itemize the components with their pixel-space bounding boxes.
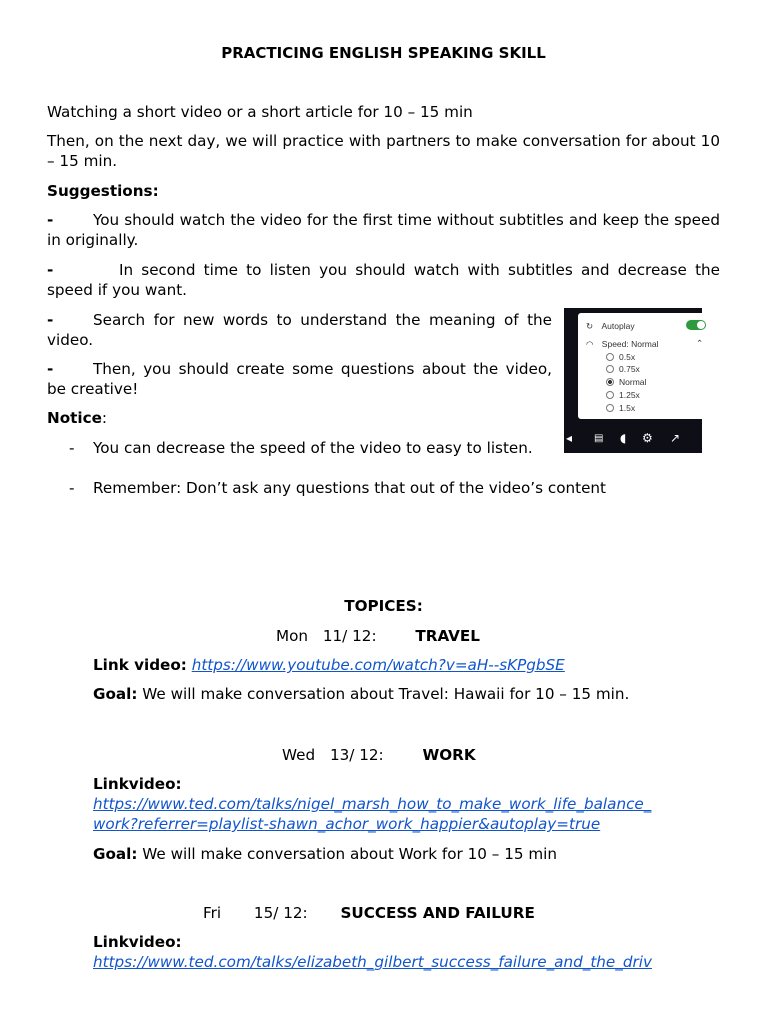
video-link[interactable]: https://www.ted.com/talks/elizabeth_gilbert_success_failure_and_the_driv — [93, 953, 652, 971]
notice-item: - You can decrease the speed of the video to easy to listen. — [69, 439, 533, 457]
volume-icon: ◂ — [566, 431, 573, 445]
topic-header: Mon 11/ 12: TRAVEL — [276, 627, 480, 645]
subtitles-icon: ▤ — [594, 433, 604, 444]
dash-marker: - — [47, 311, 54, 329]
topic-goal: Goal: We will make conversation about Travel: Hawaii for 10 – 15 min. — [93, 685, 630, 703]
bullet-marker: - — [69, 439, 75, 457]
linkvideo-label: Linkvideo: — [93, 775, 182, 793]
radio-icon — [606, 404, 614, 412]
video-link-block — [93, 952, 652, 972]
radio-icon — [606, 365, 614, 373]
gear-icon: ⚙ — [642, 431, 653, 445]
radio-icon — [606, 391, 614, 399]
suggestion-item: - Then, you should create some questions about the video, be creative! — [47, 360, 552, 398]
speed-row: ◠ Speed: Normal — [586, 339, 659, 349]
speed-option: 1.5x — [606, 403, 635, 413]
speed-icon: ◠ — [586, 339, 594, 349]
autoplay-row: ↻ Autoplay — [586, 321, 635, 331]
radio-icon — [606, 353, 614, 361]
video-link-continued[interactable]: work?referrer=playlist-shawn_achor_work_happier&autoplay=true — [93, 815, 601, 833]
autoplay-icon: ↻ — [586, 321, 594, 331]
video-link[interactable]: https://www.youtube.com/watch?v=aH--sKPgbSE — [191, 656, 565, 674]
dash-marker: - — [47, 261, 54, 279]
intro-line-1: Watching a short video or a short article for 10 – 15 min — [47, 103, 473, 121]
suggestion-item: - You should watch the video for the first time without subtitles and keep the speed in originally. — [47, 211, 720, 249]
autoplay-toggle — [686, 320, 706, 330]
fullscreen-icon: ↗ — [670, 431, 681, 445]
intro-line-2: Then, on the next day, we will practice with partners to make conversation for about 10 – 15 min. — [47, 132, 720, 170]
notice-heading: Notice: — [47, 409, 108, 427]
suggestion-item: - In second time to listen you should watch with subtitles and decrease the speed if you want. — [47, 261, 720, 299]
chevron-up-icon: ⌃ — [696, 338, 704, 348]
topic-header: Wed 13/ 12: WORK — [282, 746, 476, 764]
settings-menu — [578, 313, 717, 419]
ambient-icon: ◖ — [620, 431, 627, 445]
player-control-bar — [564, 426, 702, 453]
linkvideo-label: Linkvideo: — [93, 933, 182, 951]
video-link[interactable]: https://www.ted.com/talks/nigel_marsh_how_to_make_work_life_balance_ — [93, 795, 652, 813]
speed-option: 0.75x — [606, 364, 640, 374]
page-title: PRACTICING ENGLISH SPEAKING SKILL — [221, 44, 546, 62]
topic-link-row: Link video: https://www.youtube.com/watch?v=aH--sKPgbSE — [93, 656, 565, 674]
video-link-block — [93, 794, 651, 834]
topic-header: Fri 15/ 12: SUCCESS AND FAILURE — [203, 904, 535, 922]
radio-selected-icon — [606, 378, 614, 386]
bullet-marker: - — [69, 479, 75, 497]
suggestion-item: - Search for new words to understand the meaning of the video. — [47, 311, 552, 349]
suggestions-heading: Suggestions: — [47, 182, 159, 200]
speed-option-selected: Normal — [606, 377, 646, 387]
speed-option: 0.5x — [606, 352, 635, 362]
notice-item: - Remember: Don’t ask any questions that out of the video’s content — [69, 479, 607, 497]
topic-goal: Goal: We will make conversation about Work for 10 – 15 min — [93, 845, 557, 863]
dash-marker: - — [47, 211, 54, 229]
speed-option: 1.25x — [606, 390, 640, 400]
topics-heading: TOPICES: — [344, 597, 423, 615]
dash-marker: - — [47, 360, 54, 378]
video-settings-screenshot — [564, 308, 702, 453]
